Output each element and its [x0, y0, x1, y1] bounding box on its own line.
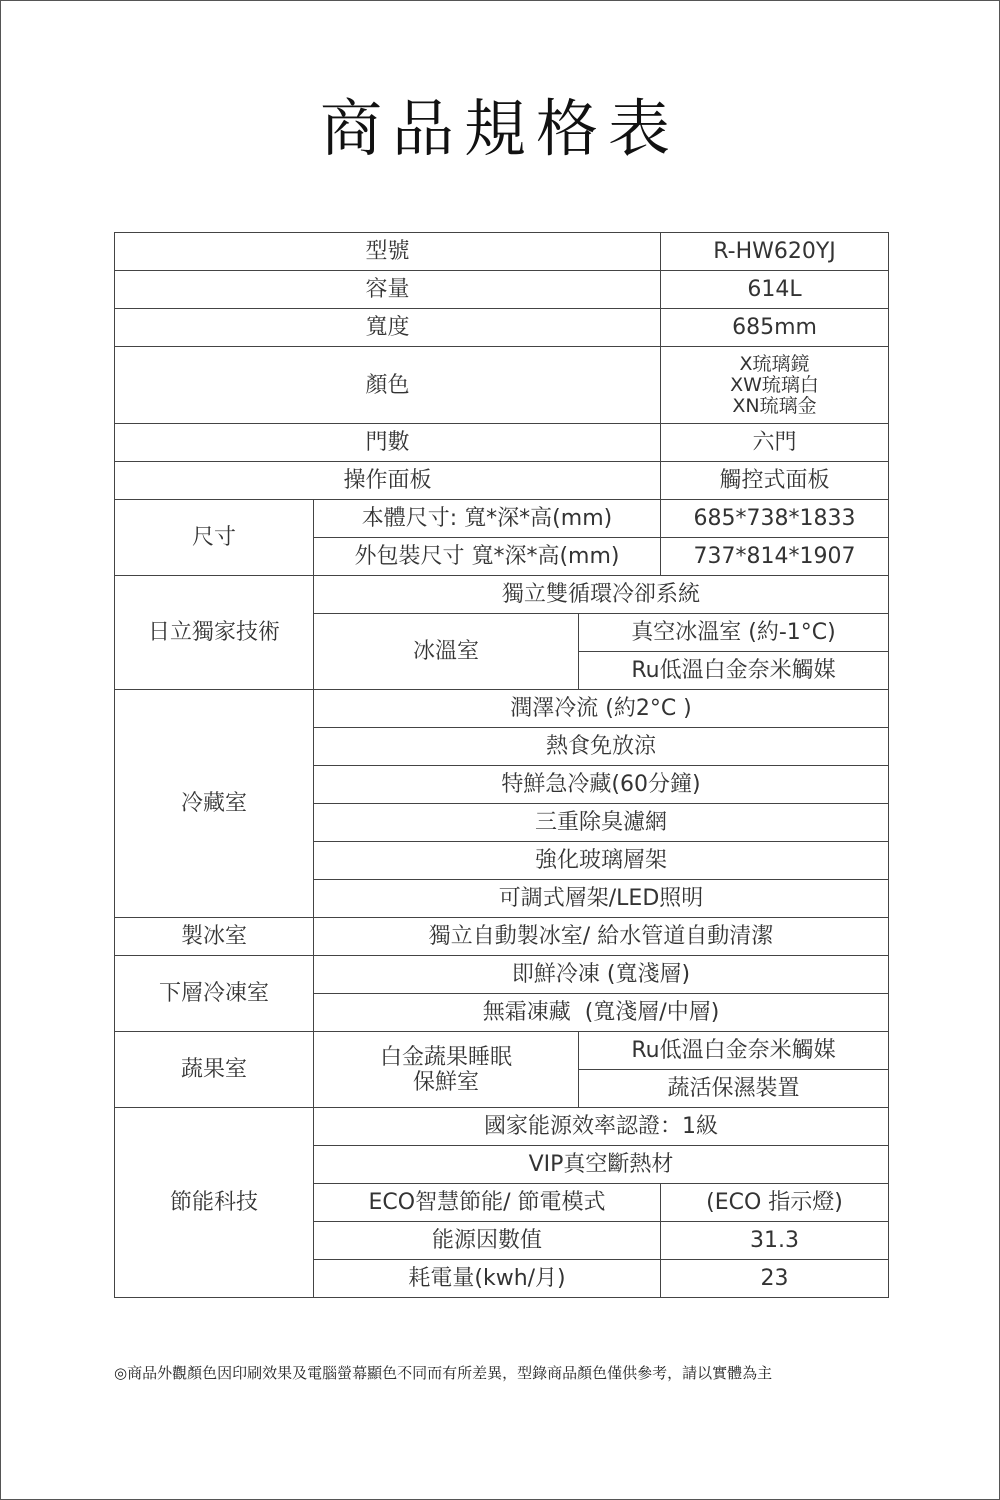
spec-label-capacity: 容量 — [115, 271, 661, 309]
spec-table — [114, 232, 889, 1298]
fridge-feature: 潤澤冷流 (約2°C ) — [314, 690, 889, 728]
spec-value-package-size: 737*814*1907 — [661, 538, 889, 576]
spec-value-capacity: 614L — [661, 271, 889, 309]
spec-label-fridge: 冷藏室 — [115, 690, 314, 918]
spec-label-body-size: 本體尺寸: 寬*深*高(mm) — [314, 500, 661, 538]
spec-value-model: R-HW620YJ — [661, 233, 889, 271]
veg-chamber-line: 保鮮室 — [412, 1069, 479, 1095]
energy-vip: VIP真空斷熱材 — [314, 1146, 889, 1184]
spec-label-freezer: 下層冷凍室 — [115, 956, 314, 1032]
spec-label-model: 型號 — [115, 233, 661, 271]
tech-chamber: 冰溫室 — [314, 614, 579, 690]
disclaimer-note: ◎商品外觀顏色因印刷效果及電腦螢幕顯色不同而有所差異，型錄商品顏色僅供參考，請以實體為主 — [114, 1364, 773, 1382]
spec-label-width: 寬度 — [115, 309, 661, 347]
veg-feature: 蔬活保濕裝置 — [579, 1070, 889, 1108]
fridge-feature: 三重除臭濾網 — [314, 804, 889, 842]
spec-label-color: 顏色 — [115, 347, 661, 424]
table-row — [115, 347, 889, 424]
freezer-feature: 無霜凍藏 (寬淺層/中層) — [314, 994, 889, 1032]
fridge-feature: 熱食免放涼 — [314, 728, 889, 766]
energy-consumption-value: 23 — [661, 1260, 889, 1298]
table-row — [115, 309, 889, 347]
table-row — [115, 690, 889, 728]
spec-value-doors: 六門 — [661, 424, 889, 462]
energy-eco-label: ECO智慧節能/ 節電模式 — [314, 1184, 661, 1222]
freezer-feature: 即鮮冷凍 (寬淺層) — [314, 956, 889, 994]
table-row — [115, 233, 889, 271]
energy-factor-value: 31.3 — [661, 1222, 889, 1260]
table-row — [115, 1032, 889, 1070]
spec-value-ice: 獨立自動製冰室/ 給水管道自動清潔 — [314, 918, 889, 956]
energy-certification: 國家能源效率認證：1級 — [314, 1108, 889, 1146]
spec-value-panel: 觸控式面板 — [661, 462, 889, 500]
veg-chamber-line: 白金蔬果睡眠 — [379, 1044, 512, 1070]
spec-label-ice: 製冰室 — [115, 918, 314, 956]
tech-vacuum-chamber: 真空冰溫室 (約-1°C) — [579, 614, 889, 652]
energy-factor-label: 能源因數值 — [314, 1222, 661, 1260]
color-option: XN琉璃金 — [732, 394, 817, 417]
spec-label-doors: 門數 — [115, 424, 661, 462]
table-row — [115, 462, 889, 500]
table-row — [115, 576, 889, 614]
table-row — [115, 500, 889, 538]
spec-label-tech: 日立獨家技術 — [115, 576, 314, 690]
spec-label-energy: 節能科技 — [115, 1108, 314, 1298]
table-row — [115, 1108, 889, 1146]
spec-label-veg: 蔬果室 — [115, 1032, 314, 1108]
fridge-feature: 特鮮急冷藏(60分鐘) — [314, 766, 889, 804]
spec-label-panel: 操作面板 — [115, 462, 661, 500]
table-row — [115, 271, 889, 309]
spec-value-color — [661, 347, 889, 424]
fridge-feature: 可調式層架/LED照明 — [314, 880, 889, 918]
energy-eco-value: (ECO 指示燈) — [661, 1184, 889, 1222]
color-option: XW琉璃白 — [730, 373, 819, 396]
energy-consumption-label: 耗電量(kwh/月) — [314, 1260, 661, 1298]
tech-ru-catalyst: Ru低溫白金奈米觸媒 — [579, 652, 889, 690]
spec-label-package-size: 外包裝尺寸 寬*深*高(mm) — [314, 538, 661, 576]
table-row — [115, 956, 889, 994]
fridge-feature: 強化玻璃層架 — [314, 842, 889, 880]
spec-value-body-size: 685*738*1833 — [661, 500, 889, 538]
table-row — [115, 424, 889, 462]
table-row — [115, 918, 889, 956]
veg-chamber — [314, 1032, 579, 1108]
tech-cooling-system: 獨立雙循環冷卻系統 — [314, 576, 889, 614]
veg-feature: Ru低溫白金奈米觸媒 — [579, 1032, 889, 1070]
color-option: X琉璃鏡 — [739, 352, 810, 375]
page-title: 商品規格表 — [319, 92, 680, 165]
spec-label-size: 尺寸 — [115, 500, 314, 576]
spec-value-width: 685mm — [661, 309, 889, 347]
